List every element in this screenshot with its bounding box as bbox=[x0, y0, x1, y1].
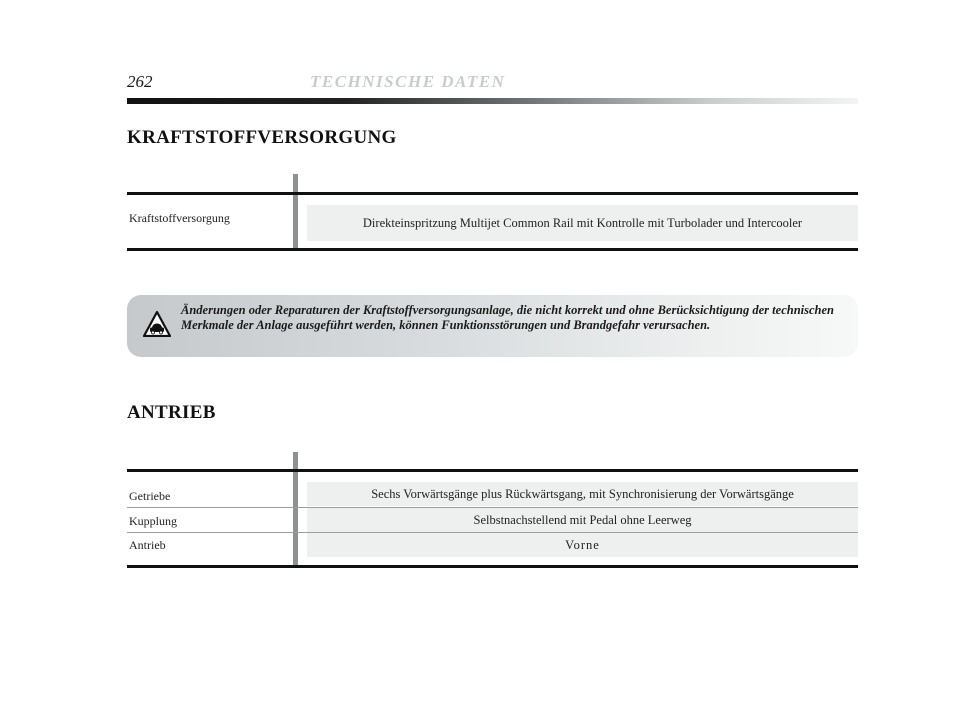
row-label-drive: Antrieb bbox=[129, 538, 166, 552]
chapter-title: TECHNISCHE DATEN bbox=[310, 72, 506, 91]
page-number: 262 bbox=[127, 72, 153, 91]
table-divider bbox=[293, 174, 298, 248]
row-label-fuel-supply: Kraftstoffversorgung bbox=[129, 211, 230, 225]
table-bottom-rule bbox=[127, 565, 858, 568]
warning-box bbox=[127, 295, 858, 357]
table-top-rule bbox=[127, 469, 858, 472]
row-label-transmission: Getriebe bbox=[129, 489, 171, 503]
warning-text: Änderungen oder Reparaturen der Kraftstoffversorgungsanlage, die nicht korrekt und ohne Berücksichtigung der technischen Merkmale der Anlage ausgeführt werden, können Funktionsstörungen und Brandgefahr verursachen. bbox=[181, 303, 834, 332]
header-rule bbox=[127, 98, 858, 104]
section-title-fuel: KRAFTSTOFFVERSORGUNG bbox=[127, 127, 397, 148]
warning-triangle-icon bbox=[143, 311, 171, 337]
row-value-clutch: Selbstnachstellend mit Pedal ohne Leerweg bbox=[307, 508, 858, 532]
row-value-transmission: Sechs Vorwärtsgänge plus Rückwärtsgang, mit Synchronisierung der Vorwärtsgänge bbox=[307, 482, 858, 506]
row-label-clutch: Kupplung bbox=[129, 514, 177, 528]
row-value-fuel-supply: Direkteinspritzung Multijet Common Rail mit Kontrolle mit Turbolader und Intercooler bbox=[307, 205, 858, 241]
row-value-drive: Vorne bbox=[307, 533, 858, 557]
table-bottom-rule bbox=[127, 248, 858, 251]
table-top-rule bbox=[127, 192, 858, 195]
section-title-drive: ANTRIEB bbox=[127, 402, 216, 423]
